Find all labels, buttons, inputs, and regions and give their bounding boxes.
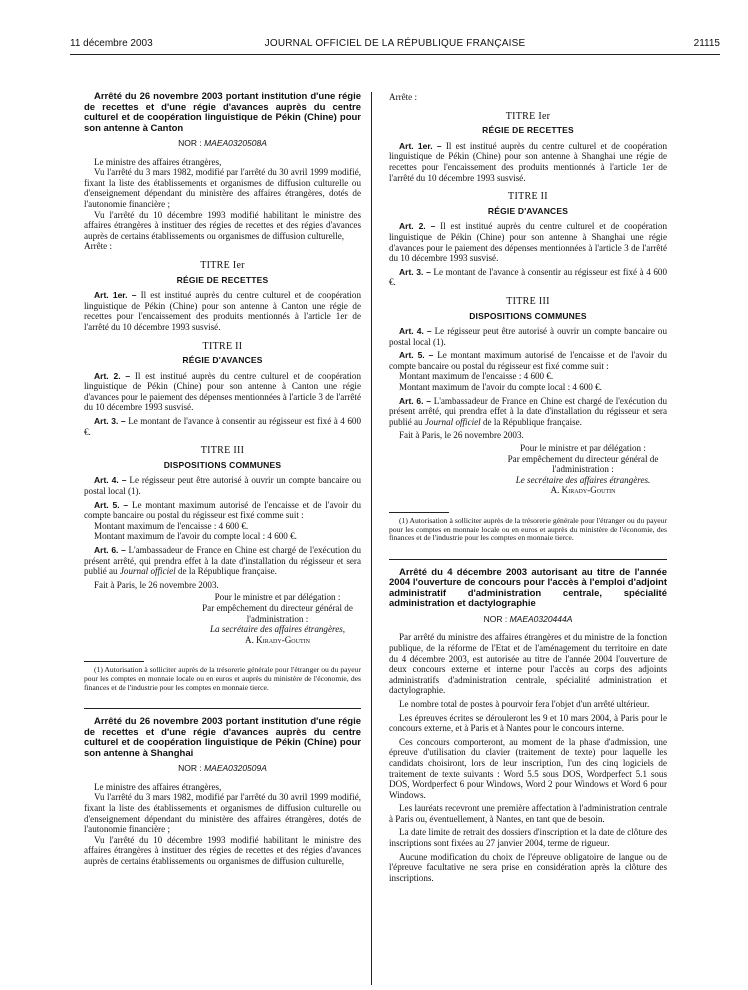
title-heading: TITRE Ier bbox=[505, 110, 551, 122]
header-rule bbox=[70, 54, 720, 55]
article: Art. 1er. – Il est institué auprès du centre culturel et de coopération linguistique de Pékin (Chine) pour son antenne à Shanghai une régie de recettes pour l'encaissement des produits mentionnés à l'article 1er de l'arrêté du 10 décembre 1993 susvisé. bbox=[389, 140, 667, 183]
footnote: (1) Autorisation à solliciter auprès de la trésorerie générale pour l'étranger ou du payeur pour les comptes en monnaie locale ou en euros et auprès du ministère de l'économie, des finances et de l'industrie pour les comptes en monnaie tierce. bbox=[389, 516, 667, 543]
title-heading: TITRE III bbox=[200, 445, 245, 457]
paragraph: Ces concours comporteront, au moment de la phase d'admission, une épreuve d'utilisation du clavier (traitement de texte) pour laquelle les candidats choisiront, lors de leur inscription, l'un des cinq logiciels de traitement de texte suivants : Word 5.5 sous DOS, Wordperfect 5.1 sous DOS, Wordperfect 6 pour Windows, Word 2 pour Windows et Word 6 pour Windows. bbox=[389, 736, 667, 800]
paragraph: Les épreuves écrites se dérouleront les 9 et 10 mars 2004, à Paris pour le concours externe, et à Paris et à Nantes pour le concours interne. bbox=[389, 712, 667, 734]
done-at: Fait à Paris, le 26 novembre 2003. bbox=[94, 579, 219, 590]
arrete-label: Arrête : bbox=[84, 241, 113, 252]
arrete-label: Arrête : bbox=[389, 92, 418, 102]
article: Art. 3. – Le montant de l'avance à consentir au régisseur est fixé à 4 600 €. bbox=[389, 266, 667, 288]
article: Art. 5. – Le montant maximum autorisé de l'encaisse et de l'avoir du compte bancaire ou postal du régisseur est fixé comme suit : bbox=[389, 350, 667, 371]
section-heading: DISPOSITIONS COMMUNES bbox=[163, 459, 282, 470]
decree-title-shanghai: Arrêté du 26 novembre 2003 portant institution d'une régie de recettes et d'une régie d'avances auprès du centre culturel et de coopération linguistique de Pékin (Chine) pour son antenne à Shanghai bbox=[84, 716, 361, 759]
title-heading: TITRE III bbox=[506, 295, 550, 307]
paragraph: Vu l'arrêté du 3 mars 1982, modifié par l'arrêté du 30 avril 1999 modifié, fixant la liste des établissements et organismes de diffusion culturelle ou d'enseignement dépendant du ministère des affaires étrangères, dotés de l'autonomie financière ; bbox=[84, 167, 361, 209]
nor-reference: NOR : MAEA0320508A bbox=[178, 138, 267, 148]
footnote-rule bbox=[84, 661, 144, 662]
paragraph: Le ministre des affaires étrangères, bbox=[94, 156, 222, 167]
amount-line: Montant maximum de l'avoir du compte local : 4 600 €. bbox=[399, 382, 602, 393]
paragraph: Le ministre des affaires étrangères, bbox=[94, 781, 222, 792]
issue-date: 11 décembre 2003 bbox=[70, 38, 153, 49]
paragraph: Vu l'arrêté du 3 mars 1982, modifié par l'arrêté du 30 avril 1999 modifié, fixant la liste des établissements et organismes de diffusion culturelle ou d'enseignement dépendant du ministère des affaires étrangères, dotés de l'autonomie financière ; bbox=[84, 792, 361, 835]
decree-separator bbox=[389, 559, 667, 560]
amount-line: Montant maximum de l'avoir du compte local : 4 600 €. bbox=[94, 531, 297, 542]
article: Art. 5. – Le montant maximum autorisé de l'encaisse et de l'avoir du compte bancaire ou postal du régisseur est fixé comme suit : bbox=[84, 499, 361, 521]
decree-separator bbox=[84, 708, 361, 709]
article: Art. 2. – Il est institué auprès du centre culturel et de coopération linguistique de Pékin (Chine) pour son antenne à Canton une régie d'avances pour le paiement des dépenses mentionnées à l'article 3 de l'arrêté du 10 décembre 1993 susvisé. bbox=[84, 370, 361, 413]
footnote-rule bbox=[389, 512, 449, 513]
section-heading: RÉGIE D'AVANCES bbox=[487, 205, 569, 216]
paragraph: Les lauréats recevront une première affectation à l'administration centrale à Paris ou, éventuellement, à Nantes, en tant que de besoin. bbox=[389, 803, 667, 824]
title-heading: TITRE Ier bbox=[200, 259, 245, 271]
article: Art. 6. – L'ambassadeur de France en Chine est chargé de l'exécution du présent arrêté, qui prendra effet à la date d'installation du régisseur et sera publié au Journal officiel de la République française. bbox=[389, 395, 667, 427]
article: Art. 4. – Le régisseur peut être autorisé à ouvrir un compte bancaire ou postal local (1). bbox=[389, 326, 667, 347]
footnote: (1) Autorisation à solliciter auprès de la trésorerie générale pour l'étranger ou du payeur pour les comptes en monnaie locale ou en euros et auprès du ministère de l'économie, des finances et de l'industrie pour les comptes en monnaie tierce. bbox=[84, 665, 361, 692]
paragraph: Le nombre total de postes à pourvoir fera l'objet d'un arrêté ultérieur. bbox=[399, 698, 650, 709]
paragraph: Vu l'arrêté du 10 décembre 1993 modifié habilitant le ministre des affaires étrangères à instituer des régies de recettes et des régies d'avances auprès de certains établissements ou organismes de diffusion culturelle, bbox=[84, 209, 361, 241]
article: Art. 3. – Le montant de l'avance à consentir au régisseur est fixé à 4 600 €. bbox=[84, 416, 361, 437]
section-heading: RÉGIE D'AVANCES bbox=[182, 355, 263, 366]
column-divider bbox=[371, 92, 372, 985]
left-column bbox=[84, 92, 361, 866]
journal-title: JOURNAL OFFICIEL DE LA RÉPUBLIQUE FRANÇAISE bbox=[264, 38, 526, 49]
title-heading: TITRE II bbox=[508, 191, 548, 203]
done-at: Fait à Paris, le 26 novembre 2003. bbox=[399, 430, 524, 441]
signature-block: Pour le ministre et par délégation : Par empêchement du directeur général de l'administration : La secrétaire des affaires étrangères, A. Kirady-Goutin bbox=[202, 592, 353, 645]
page-header bbox=[70, 38, 720, 52]
decree-title-concours: Arrêté du 4 décembre 2003 autorisant au titre de l'année 2004 l'ouverture de concours pour l'accès à l'emploi d'adjoint administratif d'administration centrale, spécialité administration et dactylographie bbox=[389, 566, 667, 610]
article: Art. 6. – L'ambassadeur de France en Chine est chargé de l'exécution du présent arrêté, qui prendra effet à la date d'installation du régisseur et sera publié au Journal officiel de la République française. bbox=[84, 545, 362, 577]
nor-reference: NOR : MAEA0320509A bbox=[178, 763, 267, 774]
signature-block: Pour le ministre et par délégation : Par empêchement du directeur général de l'administration : Le secrétaire des affaires étrangères. A. Kirady-Goutin bbox=[507, 443, 659, 496]
section-heading: RÉGIE DE RECETTES bbox=[176, 274, 269, 285]
nor-reference: NOR : MAEA0320444A bbox=[483, 613, 573, 624]
paragraph: La date limite de retrait des dossiers d'inscription et la date de clôture des inscriptions sont fixées au 27 janvier 2004, terme de rigueur. bbox=[389, 827, 667, 849]
article: Art. 1er. – Il est institué auprès du centre culturel et de coopération linguistique de Pékin (Chine) pour son antenne à Canton une régie de recettes pour l'encaissement des produits mentionnés à l'article 1er de l'arrêté du 10 décembre 1993 susvisé. bbox=[84, 290, 361, 332]
title-heading: TITRE II bbox=[202, 340, 243, 352]
paragraph: Vu l'arrêté du 10 décembre 1993 modifié habilitant le ministre des affaires étrangères à instituer des régies de recettes et des régies d'avances auprès de certains établissements ou organismes de diffusion culturelle, bbox=[84, 834, 361, 866]
paragraph: Par arrêté du ministre des affaires étrangères et du ministre de la fonction publique, de la réforme de l'Etat et de l'aménagement du territoire en date du 4 décembre 2003, est autorisée au titre de l'année 2004 l'ouverture de deux concours externe et interne pour l'accès au corps des adjoints administratifs d'administration centrale, spécialité administration et dactylographie. bbox=[389, 632, 667, 696]
article: Art. 4. – Le régisseur peut être autorisé à ouvrir un compte bancaire ou postal local (1). bbox=[84, 475, 362, 497]
section-heading: DISPOSITIONS COMMUNES bbox=[469, 310, 587, 321]
right-column bbox=[389, 92, 667, 883]
paragraph: Aucune modification du choix de l'épreuve obligatoire de langue ou de l'épreuve facultative ne sera prise en considération après la clôture des inscriptions. bbox=[389, 851, 667, 883]
page-number: 21115 bbox=[693, 38, 720, 49]
decree-title-canton: Arrêté du 26 novembre 2003 portant institution d'une régie de recettes et d'une régie d'avances auprès du centre culturel et de coopération linguistique de Pékin (Chine) pour son antenne à Canton bbox=[84, 91, 361, 134]
article: Art. 2. – Il est institué auprès du centre culturel et de coopération linguistique de Pékin (Chine) pour son antenne à Shanghai une régie d'avances pour le paiement des dépenses mentionnées à l'article 3 de l'arrêté du 10 décembre 1993 susvisé. bbox=[389, 221, 667, 264]
amount-line: Montant maximum de l'encaisse : 4 600 €. bbox=[94, 520, 249, 531]
section-heading: RÉGIE DE RECETTES bbox=[482, 125, 574, 136]
amount-line: Montant maximum de l'encaisse : 4 600 €. bbox=[399, 371, 554, 382]
